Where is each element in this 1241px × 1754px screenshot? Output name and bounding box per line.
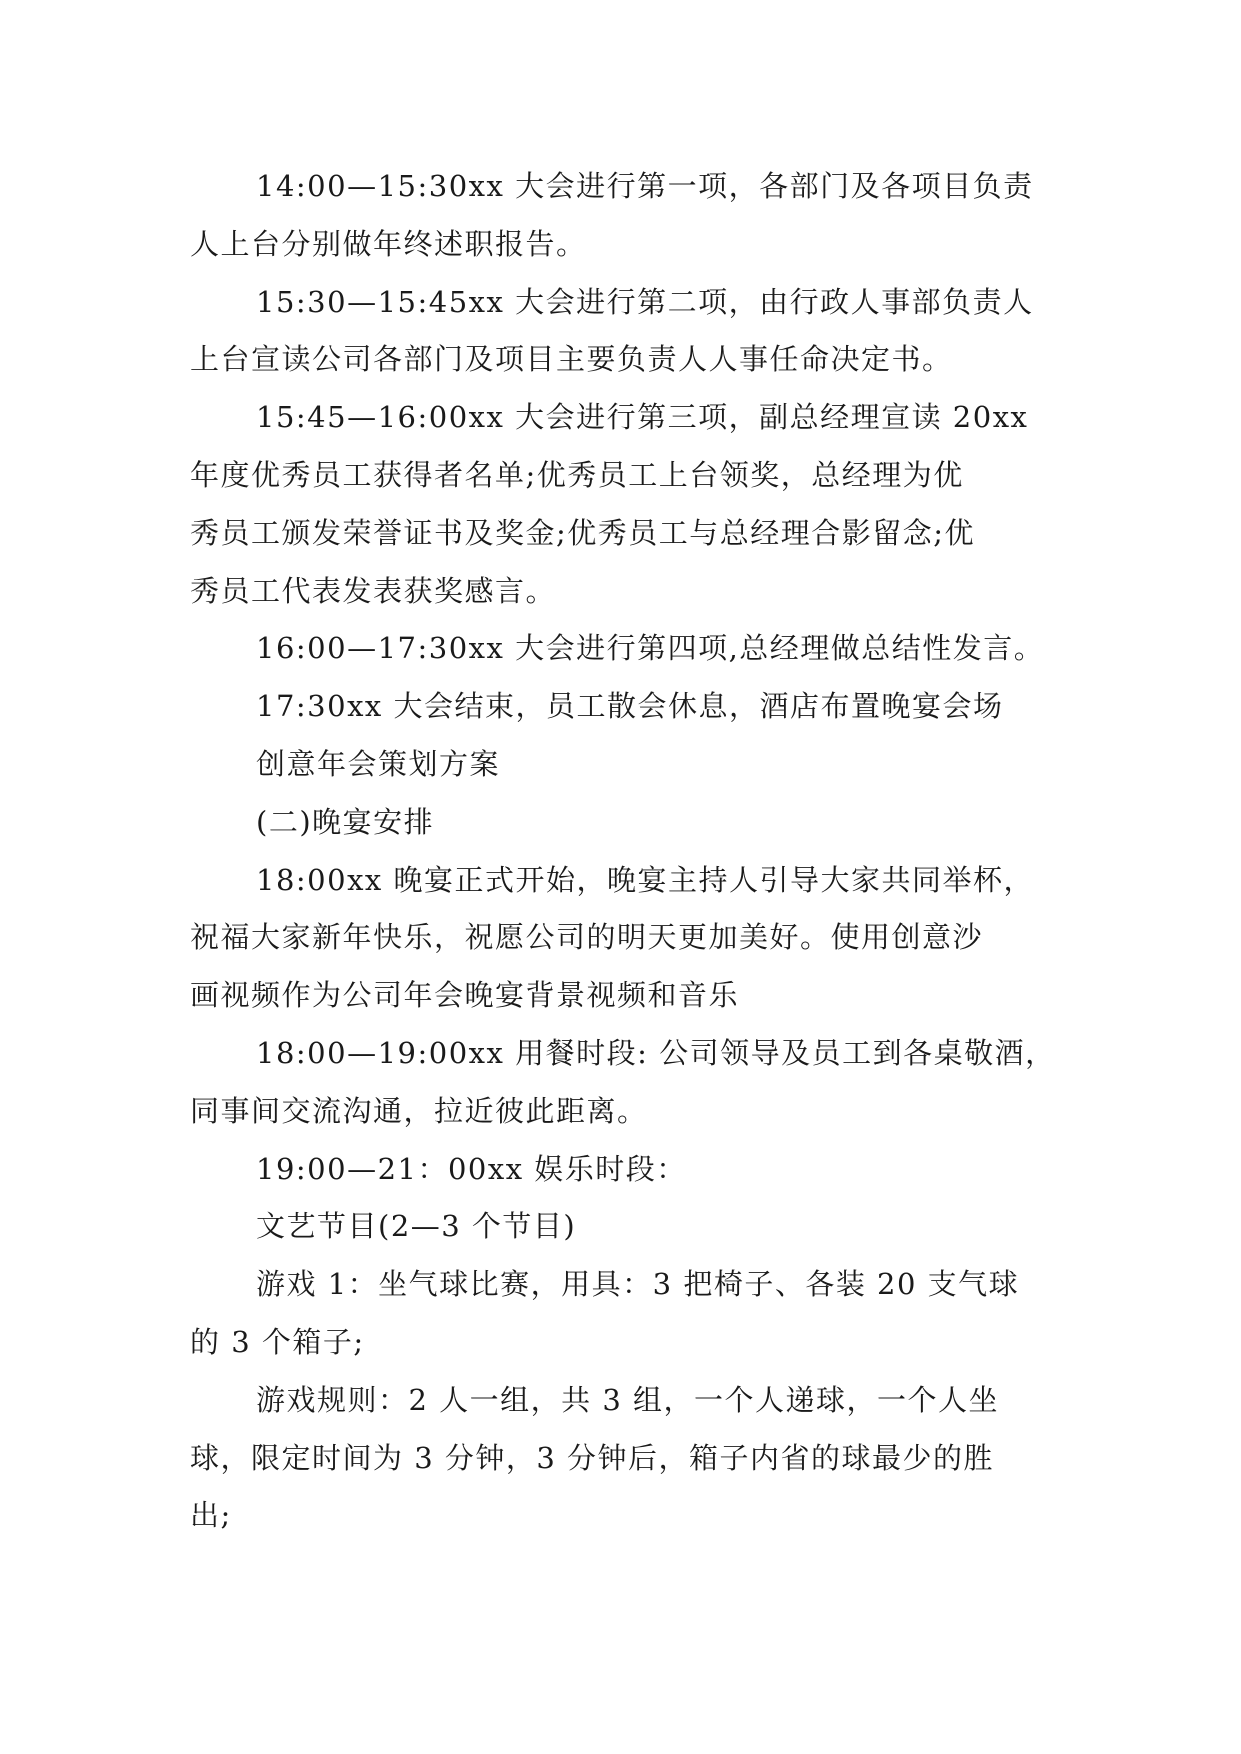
text-line: 出;: [190, 1498, 232, 1533]
text-line: 16:00—17:30xx 大会进行第四项,总经理做总结性发言。: [256, 631, 1045, 666]
paragraph-agenda-item-4: [190, 620, 1060, 678]
text-line: 18:00xx 晚宴正式开始，晚宴主持人引导大家共同举杯，: [256, 862, 1035, 897]
paragraph-game-1: [190, 1256, 1060, 1372]
text-line: 19:00—21：00xx 娱乐时段：: [256, 1151, 687, 1186]
text-line: 秀员工代表发表获奖感言。: [190, 573, 557, 608]
text-line: 人上台分别做年终述职报告。: [190, 226, 587, 261]
text-line: 17:30xx 大会结束，员工散会休息，酒店布置晚宴会场: [256, 689, 1004, 724]
paragraph-dining-period: [190, 1025, 1060, 1141]
paragraph-agenda-item-2: [190, 274, 1060, 390]
text-line: (二)晚宴安排: [256, 804, 435, 839]
paragraph-dinner-start: [190, 852, 1060, 1025]
text-line: 的 3 个箱子;: [190, 1324, 365, 1359]
text-line: 15:30—15:45xx 大会进行第二项，由行政人事部负责人: [256, 284, 1034, 319]
paragraph-entertainment-period: [190, 1141, 1060, 1199]
text-line: 球，限定时间为 3 分钟，3 分钟后，箱子内省的球最少的胜: [190, 1440, 995, 1475]
paragraph-agenda-item-1: [190, 158, 1060, 274]
paragraph-performances: [190, 1198, 1060, 1256]
text-line: 祝福大家新年快乐，祝愿公司的明天更加美好。使用创意沙: [190, 920, 984, 955]
text-line: 游戏 1：坐气球比赛，用具：3 把椅子、各装 20 支气球: [256, 1267, 1020, 1302]
text-line: 秀员工颁发荣誉证书及奖金;优秀员工与总经理合影留念;优: [190, 515, 976, 550]
paragraph-game-rules: [190, 1372, 1060, 1545]
text-line: 画视频作为公司年会晚宴背景视频和音乐: [190, 978, 740, 1013]
text-line: 14:00—15:30xx 大会进行第一项，各部门及各项目负责: [256, 169, 1034, 203]
text-line: 上台宣读公司各部门及项目主要负责人人事任命决定书。: [190, 342, 953, 377]
text-line: 15:45—16:00xx 大会进行第三项，副总经理宣读 20xx: [256, 400, 1029, 435]
paragraph-agenda-item-5: [190, 678, 1060, 736]
section-heading-dinner: [190, 794, 1060, 852]
text-line: 18:00—19:00xx 用餐时段: 公司领导及员工到各桌敬酒，: [256, 1035, 1056, 1070]
paragraph-plan-title: [190, 736, 1060, 794]
text-line: 创意年会策划方案: [256, 746, 501, 781]
text-line: 年度优秀员工获得者名单;优秀员工上台领奖，总经理为优: [190, 457, 964, 492]
text-line: 游戏规则：2 人一组，共 3 组，一个人递球，一个人坐: [256, 1382, 1000, 1417]
document-body: [190, 158, 1060, 1545]
text-line: 文艺节目(2—3 个节目): [256, 1209, 577, 1244]
text-line: 同事间交流沟通，拉近彼此距离。: [190, 1093, 648, 1128]
paragraph-agenda-item-3: [190, 389, 1060, 620]
